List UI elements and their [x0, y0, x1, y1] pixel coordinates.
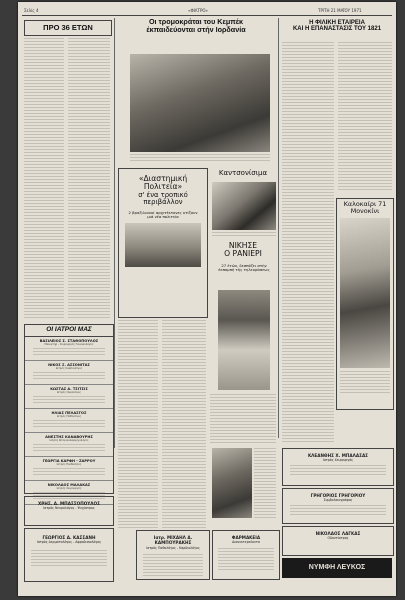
right-headline-line1: Η ΦΙΛΙΚΗ ΕΤΑΙΡΕΙΑ [309, 20, 365, 26]
kalokairi-heading [337, 201, 393, 215]
right-text-b [338, 42, 392, 192]
doctor-address [33, 420, 105, 429]
photo-soldiers-caption [130, 154, 270, 162]
column-rule [114, 18, 115, 448]
photo-singer [212, 182, 276, 230]
doctor-listing [25, 409, 113, 433]
ad-right-2 [282, 488, 394, 524]
doctors-list [25, 337, 113, 505]
right-headline [282, 20, 392, 33]
doctor-address [33, 444, 105, 453]
ad-mid-sub: Ιατρός Παθολόγος - Καρδιολόγος [146, 545, 200, 550]
ad-mid-title: Ιατρ. ΜΙΧΑΗΛ Δ. ΚΑΜΠΟΥΡΑΚΗΣ [153, 535, 193, 546]
ad-pharmacy-sub: Διανυκτερεύοντα [232, 540, 260, 545]
ad-right-1-sub: Ιατρός Χειρουργός [322, 458, 354, 463]
center-text-a [118, 320, 158, 530]
ad-right-1 [282, 448, 394, 486]
doctors-box [24, 324, 114, 494]
space-city-line2: Πολιτεία» [143, 182, 183, 192]
col1-text-b [68, 38, 110, 318]
photo-ranieri [218, 290, 270, 390]
doctors-title: ΟΙ ΙΑΤΡΟΙ ΜΑΣ [25, 327, 113, 337]
center-headline-line1: Οι τρομοκράται του Κεμπέκ [148, 17, 244, 26]
doctor-address [33, 396, 105, 405]
photo-swimsuit-caption [340, 371, 390, 395]
doctor-name: ΚΩΣΤΑΣ Α. ΤΣΙΤΣΙΣ [50, 386, 88, 391]
photo-singer-caption [212, 232, 276, 238]
issue-date: ΤΡΙΤΗ 21 ΜΑΪΟΥ 1971 [318, 8, 362, 13]
ad-right-2-title: ΓΡΗΓΟΡΙΟΣ ΓΡΗΓΟΡΙΟΥ [310, 493, 366, 498]
doctor-name: ΓΕΩΡΓΙΑ ΚΑΡΦΗ - ΖΑΡΡΟΥ [42, 458, 96, 463]
ad-left-2-text [31, 550, 107, 568]
doctor-listing [25, 457, 113, 481]
doctor-specialty: Ιατρός Χειρουργός [56, 486, 82, 490]
ad-right-1-title: ΚΛΕΑΝΘΗΣ Χ. ΜΠΑΛΑΣΑΣ [307, 453, 369, 458]
doctor-address [33, 348, 105, 357]
ad-left-2-sub: Ιατρός Δερματολόγος - Αφροδισιολόγος [36, 540, 102, 545]
col1-text-a [24, 38, 64, 318]
space-city-line1: «Διαστημική [138, 174, 188, 183]
doctor-specialty: Ιατρός Καρδιολόγος [55, 366, 83, 370]
doctor-listing [25, 361, 113, 385]
photo-soldiers [130, 54, 270, 152]
col1-title: ΠΡΟ 36 ΕΤΩΝ [24, 20, 112, 36]
ad-pharmacy-text [218, 548, 274, 572]
right-headline-line2: ΚΑΙ Η ΕΠΑΝΑΣΤΑΣΙΣ ΤΟΥ 1821 [292, 26, 382, 33]
doctor-specialty: Ιατρός Παθολόγος [56, 414, 82, 418]
doctor-specialty: Ιατρός Παιδίατρος [56, 462, 82, 466]
paper-name: «ΦΙΛΤΡΟ» [188, 8, 208, 13]
doctor-name: ΝΙΚΟΛΑΟΣ ΜΑΛΑΚΑΣ [47, 482, 91, 487]
ad-left-2 [24, 528, 114, 582]
kalokairi-line2: Μονοκίνι [350, 207, 380, 216]
space-city-sub: 2 βραζιλιανοί αρχιτέκτονες κτίζουν μιά νέα πολιτεία [128, 209, 198, 219]
doctor-listing [25, 385, 113, 409]
doctor-name: ΗΛΙΑΣ ΠΕΛΑΣΓΟΣ [51, 410, 87, 415]
page-number: Σελίς 4 [24, 8, 39, 13]
space-city-heading [119, 175, 207, 207]
center-text-c [254, 448, 276, 518]
photo-space-city [125, 223, 201, 267]
ad-right-3 [282, 526, 394, 556]
ranieri-line2: Ο ΡΑΝΙΕΡΙ [224, 249, 262, 259]
doctor-specialty: Ιατρός Ωτορινολαρυγγολόγος [49, 438, 89, 442]
ranieri-line1: ΝΙΚΗΣΕ [228, 241, 258, 250]
ranieri-heading [210, 242, 276, 259]
doctor-name: ΝΙΚΟΣ Σ. ΑΣΣΟΝΙΤΑΣ [48, 362, 90, 367]
column-rule [278, 18, 279, 438]
kantsonisma-title: Καντσονίσιμα [218, 169, 268, 177]
right-text-a [282, 42, 334, 442]
photo-small [212, 448, 252, 518]
ad-mid-text [143, 554, 203, 578]
ad-left-1-title: ΧΡΗΣ. Δ. ΜΠΑΣΣΟΠΟΥΛΟΣ [38, 501, 100, 506]
ad-right-1-text [290, 465, 386, 477]
ad-right-2-text [290, 505, 386, 515]
ad-banner: ΝΥΜΦΗ ΛΕΥΚΟΣ [282, 558, 392, 578]
ranieri-text [210, 394, 276, 444]
doctor-specialty: Ιατρός Ουρολόγος [56, 390, 82, 394]
doctor-listing [25, 433, 113, 457]
doctor-name: ΒΑΣΙΛΕΙΟΣ Σ. ΣΤΑΘΟΠΟΥΛΟΣ [39, 338, 99, 343]
ad-left-1-sub: Ιατρός Νευρολόγος - Ψυχίατρος [43, 506, 95, 511]
doctor-specialty: Μαιευτήρ - Χειρουργός Γυναικολόγος [44, 342, 94, 346]
doctor-address [33, 372, 105, 381]
ad-pharmacy-title: ΦΑΡΜΑΚΕΙΑ [231, 535, 261, 540]
ad-pharmacy [212, 530, 280, 580]
ranieri-sub: 27 έτών, δεσπόζει στήν έκπομπή τῆς τηλεοράσεως [218, 263, 270, 273]
ad-right-3-title: ΝΙΚΟΛΑΟΣ ΛΑΓΚΑΣ [315, 531, 361, 536]
ad-right-3-sub: Οδοντίατρος [327, 536, 349, 541]
center-headline [118, 18, 274, 33]
doctor-name: ΑΝΕΣΤΗΣ ΚΑΝΑΒΟΥΡΗΣ [45, 434, 93, 439]
ad-mid [136, 530, 210, 580]
ad-left-1 [24, 496, 114, 526]
kalokairi-line1: Καλοκαίρι 71 [343, 200, 387, 208]
masthead-rule [22, 15, 392, 16]
ad-left-2-title: ΓΕΩΡΓΙΟΣ Δ. ΚΑΣΣΑΝΗ [42, 535, 96, 540]
doctor-address [33, 468, 105, 477]
space-city-line4: περιβάλλον [143, 198, 183, 207]
space-city-line3: σ' ένα τροπικό [138, 190, 188, 199]
ad-right-2-sub: Συμβολαιογράφος [323, 498, 353, 503]
photo-swimsuit [340, 218, 390, 368]
space-city-box [118, 168, 208, 318]
center-text-b [162, 320, 206, 530]
doctor-listing [25, 337, 113, 361]
kalokairi-box [336, 198, 394, 410]
newspaper-page [18, 2, 396, 596]
center-headline-line2: έκπαιδεύονται στήν Ιορδανία [146, 24, 246, 34]
